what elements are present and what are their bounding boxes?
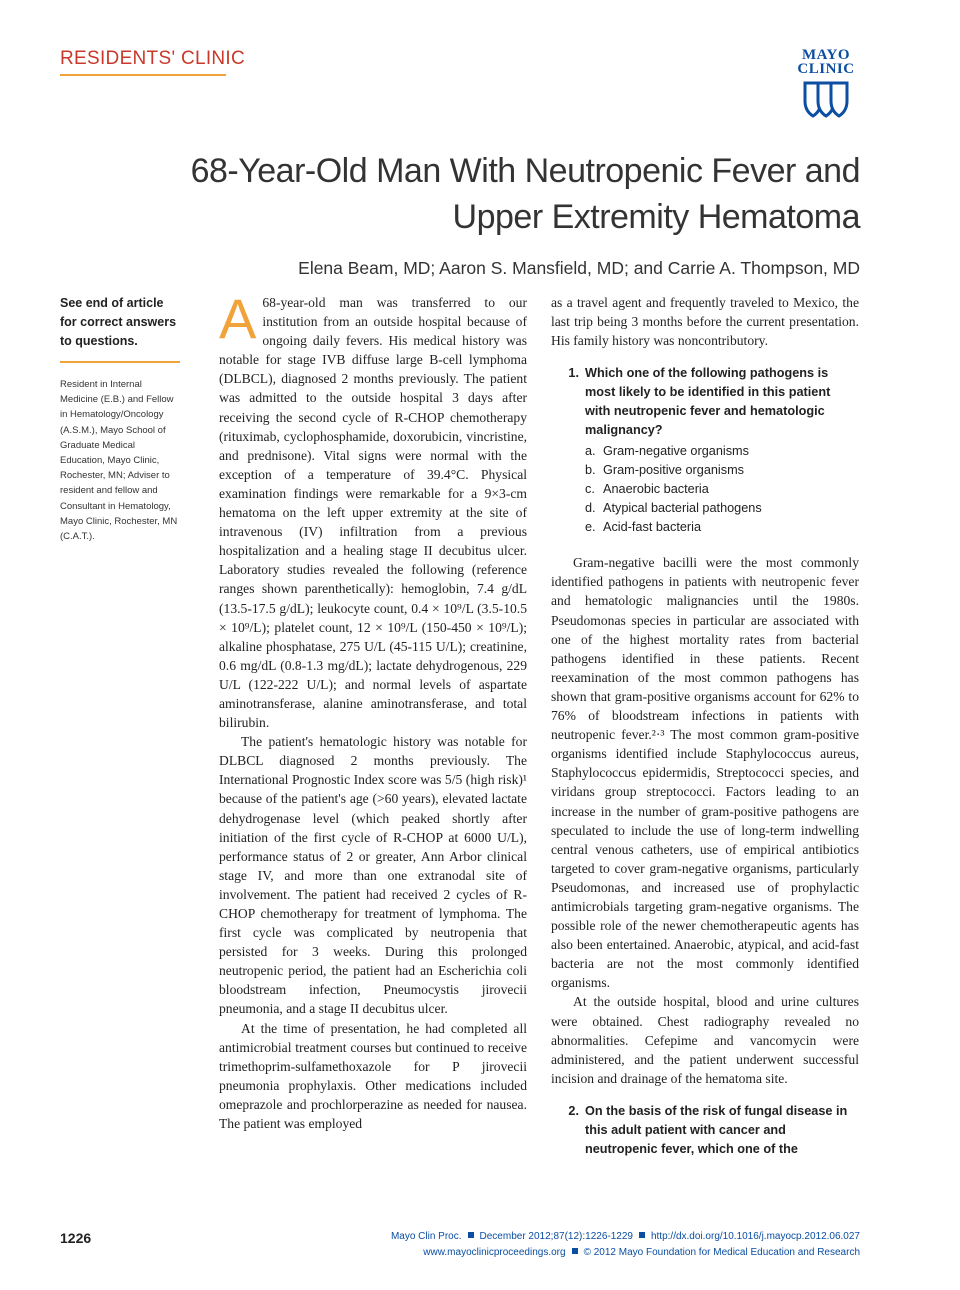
logo-line-1: MAYO [801, 47, 851, 63]
answer-option [585, 499, 859, 518]
separator-square-icon [639, 1232, 645, 1238]
page-number: 1226 [60, 1230, 92, 1246]
answer-option [585, 442, 859, 461]
opening-paragraph [219, 287, 527, 732]
website-line [423, 1247, 860, 1258]
question-2 [551, 1102, 859, 1159]
sidebar [60, 294, 182, 544]
text-column-right [551, 293, 859, 1159]
answers-note: See end of article for correct answers to questions. [60, 296, 177, 348]
question-text: On the basis of the risk of fungal disease in this adult patient with cancer and neutropenic fever, which one of the [585, 1103, 848, 1156]
paragraph-2: The patient's hematologic history was notable for DLBCL diagnosed 2 months previously. The International Prognostic Index score was 5/5 (high risk)¹ because of the patient's age (>60 years), elevated lactate dehydrogenase level (which peaked shortly after initiation of the first cycle of R-CHOP at 6000 U/L), performance status of 2 or greater, Ann Arbor clinical stage IV, and more than one extranodal site of involvement. The patient had received 2 cycles of R-CHOP chemotherapy for treatment of lymphoma. The first cycle was complicated by neutropenia that persisted for 3 weeks. During this prolonged neutropenic period, the patient had an Escherichia coli bloodstream infection, Pneumocystis jirovecii pneumonia, and a stage II decubitus ulcer. [219, 734, 527, 1017]
article-authors: Elena Beam, MD; Aaron S. Mansfield, MD; and Carrie A. Thompson, MD [298, 258, 860, 278]
option-text: Gram-positive organisms [603, 463, 745, 478]
separator-square-icon [468, 1232, 474, 1238]
option-letter: a. [585, 444, 596, 459]
answer-options [585, 442, 859, 537]
copyright: © 2012 Mayo Foundation for Medical Education and Research [583, 1247, 860, 1258]
drop-cap: A [219, 287, 257, 350]
author-affiliations: Resident in Internal Medicine (E.B.) and Fellow in Hematology/Oncology (A.S.M.), Mayo School of Graduate Medical Education, Mayo Clinic, Rochester, MN; Adviser to resident and fellow and Consultant in Hematology, Mayo Clinic, Rochester, MN (C.A.T.). [60, 379, 178, 543]
doi-link[interactable]: http://dx.doi.org/10.1016/j.mayocp.2012.06.027 [650, 1231, 860, 1242]
question-number: 1. [568, 366, 579, 381]
question-1 [551, 364, 859, 537]
option-text: Acid-fast bacteria [603, 520, 702, 535]
answer-option [585, 518, 859, 537]
website-link[interactable]: www.mayoclinicproceedings.org [423, 1247, 566, 1258]
question-text: Which one of the following pathogens is most likely to be identified in this patient with neutropenic fever and hematologic malignancy? [585, 366, 831, 438]
option-letter: b. [585, 463, 596, 478]
answer-option [585, 461, 859, 480]
mayo-clinic-logo [790, 48, 862, 119]
option-letter: e. [585, 520, 596, 535]
paragraph-1: 68-year-old man was transferred to our institution from an outside hospital because of ongoing daily fevers. His medical history was notable for stage IVB diffuse large B-cell lymphoma (DLBCL), diagnosed 2 months previously. The patient was admitted to the outside hospital 3 days after receiving the second cycle of R-CHOP chemotherapy (rituximab, cyclophosphamide, doxorubicin, vincristine, and prednisone). Vital signs were normal with the exception of a temperature of 39.4°C. Physical examination findings were remarkable for a 9×3-cm hematoma on the left upper extremity at the site of intravenous (IV) infiltration from a previous hospitalization and a healing stage II decubitus ulcer. Laboratory studies revealed the following (reference ranges shown parenthetically): hemoglobin, 7.4 g/dL (13.5-17.5 g/dL); leukocyte count, 0.4 × 10⁹/L (3.5-10.5 × 10⁹/L); platelet count, 12 × 10⁹/L (150-450 × 10⁹/L); alkaline phosphatase, 275 U/L (45-115 U/L); creatinine, 0.6 mg/dL (0.8-1.3 mg/dL); lactate dehydrogenous, 229 U/L (122-222 U/L); and normal levels of aspartate aminotransferase, alanine aminotransferase, and total bilirubin. [219, 295, 527, 731]
paragraph-5: Gram-negative bacilli were the most commonly identified pathogens in patients with neutropenic fever and hematologic malignancies until the 1980s. Pseudomonas species in particular are associated with one of the highest mortality rates from bacterial pathogens identified in these patients. Recent reexamination of the most common pathogens has shown that gram-positive organisms account for 62% to 76% of bloodstream infections in patients with neutropenic fever.²·³ The most common gram-positive organisms identified include Staphylococcus aureus, Staphylococcus epidermidis, Streptococci species, and viridans group streptococci. Factors leading to an increase in the number of gram-positive pathogens are speculated to include the use of long-term indwelling central venous catheters, use of empirical antibiotics targeted to cover gram-negative organisms, particularly Pseudomonas, and increased use of prophylactic antimicrobials targeting gram-negative organisms. The possible role of the newer chemotherapeutic agents has also been entertained. Anaerobic, atypical, and acid-fast bacteria are not the most commonly identified organisms. [551, 555, 859, 991]
separator-square-icon [572, 1248, 578, 1254]
option-text: Atypical bacterial pathogens [603, 501, 762, 516]
option-text: Gram-negative organisms [603, 444, 749, 459]
citation-line [391, 1231, 860, 1242]
option-letter: c. [585, 482, 595, 497]
journal-name: Mayo Clin Proc. [390, 1231, 462, 1242]
paragraph-6: At the outside hospital, blood and urine cultures were obtained. Chest radiography revealed no abnormalities. Cefepime and vancomycin were administered, and the patient underwent successful incision and drainage of the hematoma site. [551, 994, 859, 1086]
question-number: 2. [568, 1103, 579, 1118]
answer-option [585, 480, 859, 499]
logo-line-2: CLINIC [797, 61, 855, 77]
article-title: 68-Year-Old Man With Neutropenic Fever and Upper Extremity Hematoma [190, 152, 860, 236]
text-column-left [219, 287, 527, 1133]
section-label: RESIDENTS' CLINIC [60, 48, 246, 69]
paragraph-4: as a travel agent and frequently traveled to Mexico, the last trip being 3 months before the current presentation. His family history was noncontributory. [551, 295, 859, 349]
sidebar-divider [60, 361, 180, 363]
option-letter: d. [585, 501, 596, 516]
issue-info: December 2012;87(12):1226-1229 [479, 1231, 633, 1242]
option-text: Anaerobic bacteria [603, 482, 709, 497]
mayo-shields-icon [801, 79, 851, 119]
section-divider [60, 74, 226, 76]
paragraph-3: At the time of presentation, he had completed all antimicrobial treatment courses but continued to receive trimethoprim-sulfamethoxazole for P jirovecii pneumonia prophylaxis. Other medications included omeprazole and prochlorperazine as needed for nausea. The patient was employed [219, 1020, 527, 1132]
